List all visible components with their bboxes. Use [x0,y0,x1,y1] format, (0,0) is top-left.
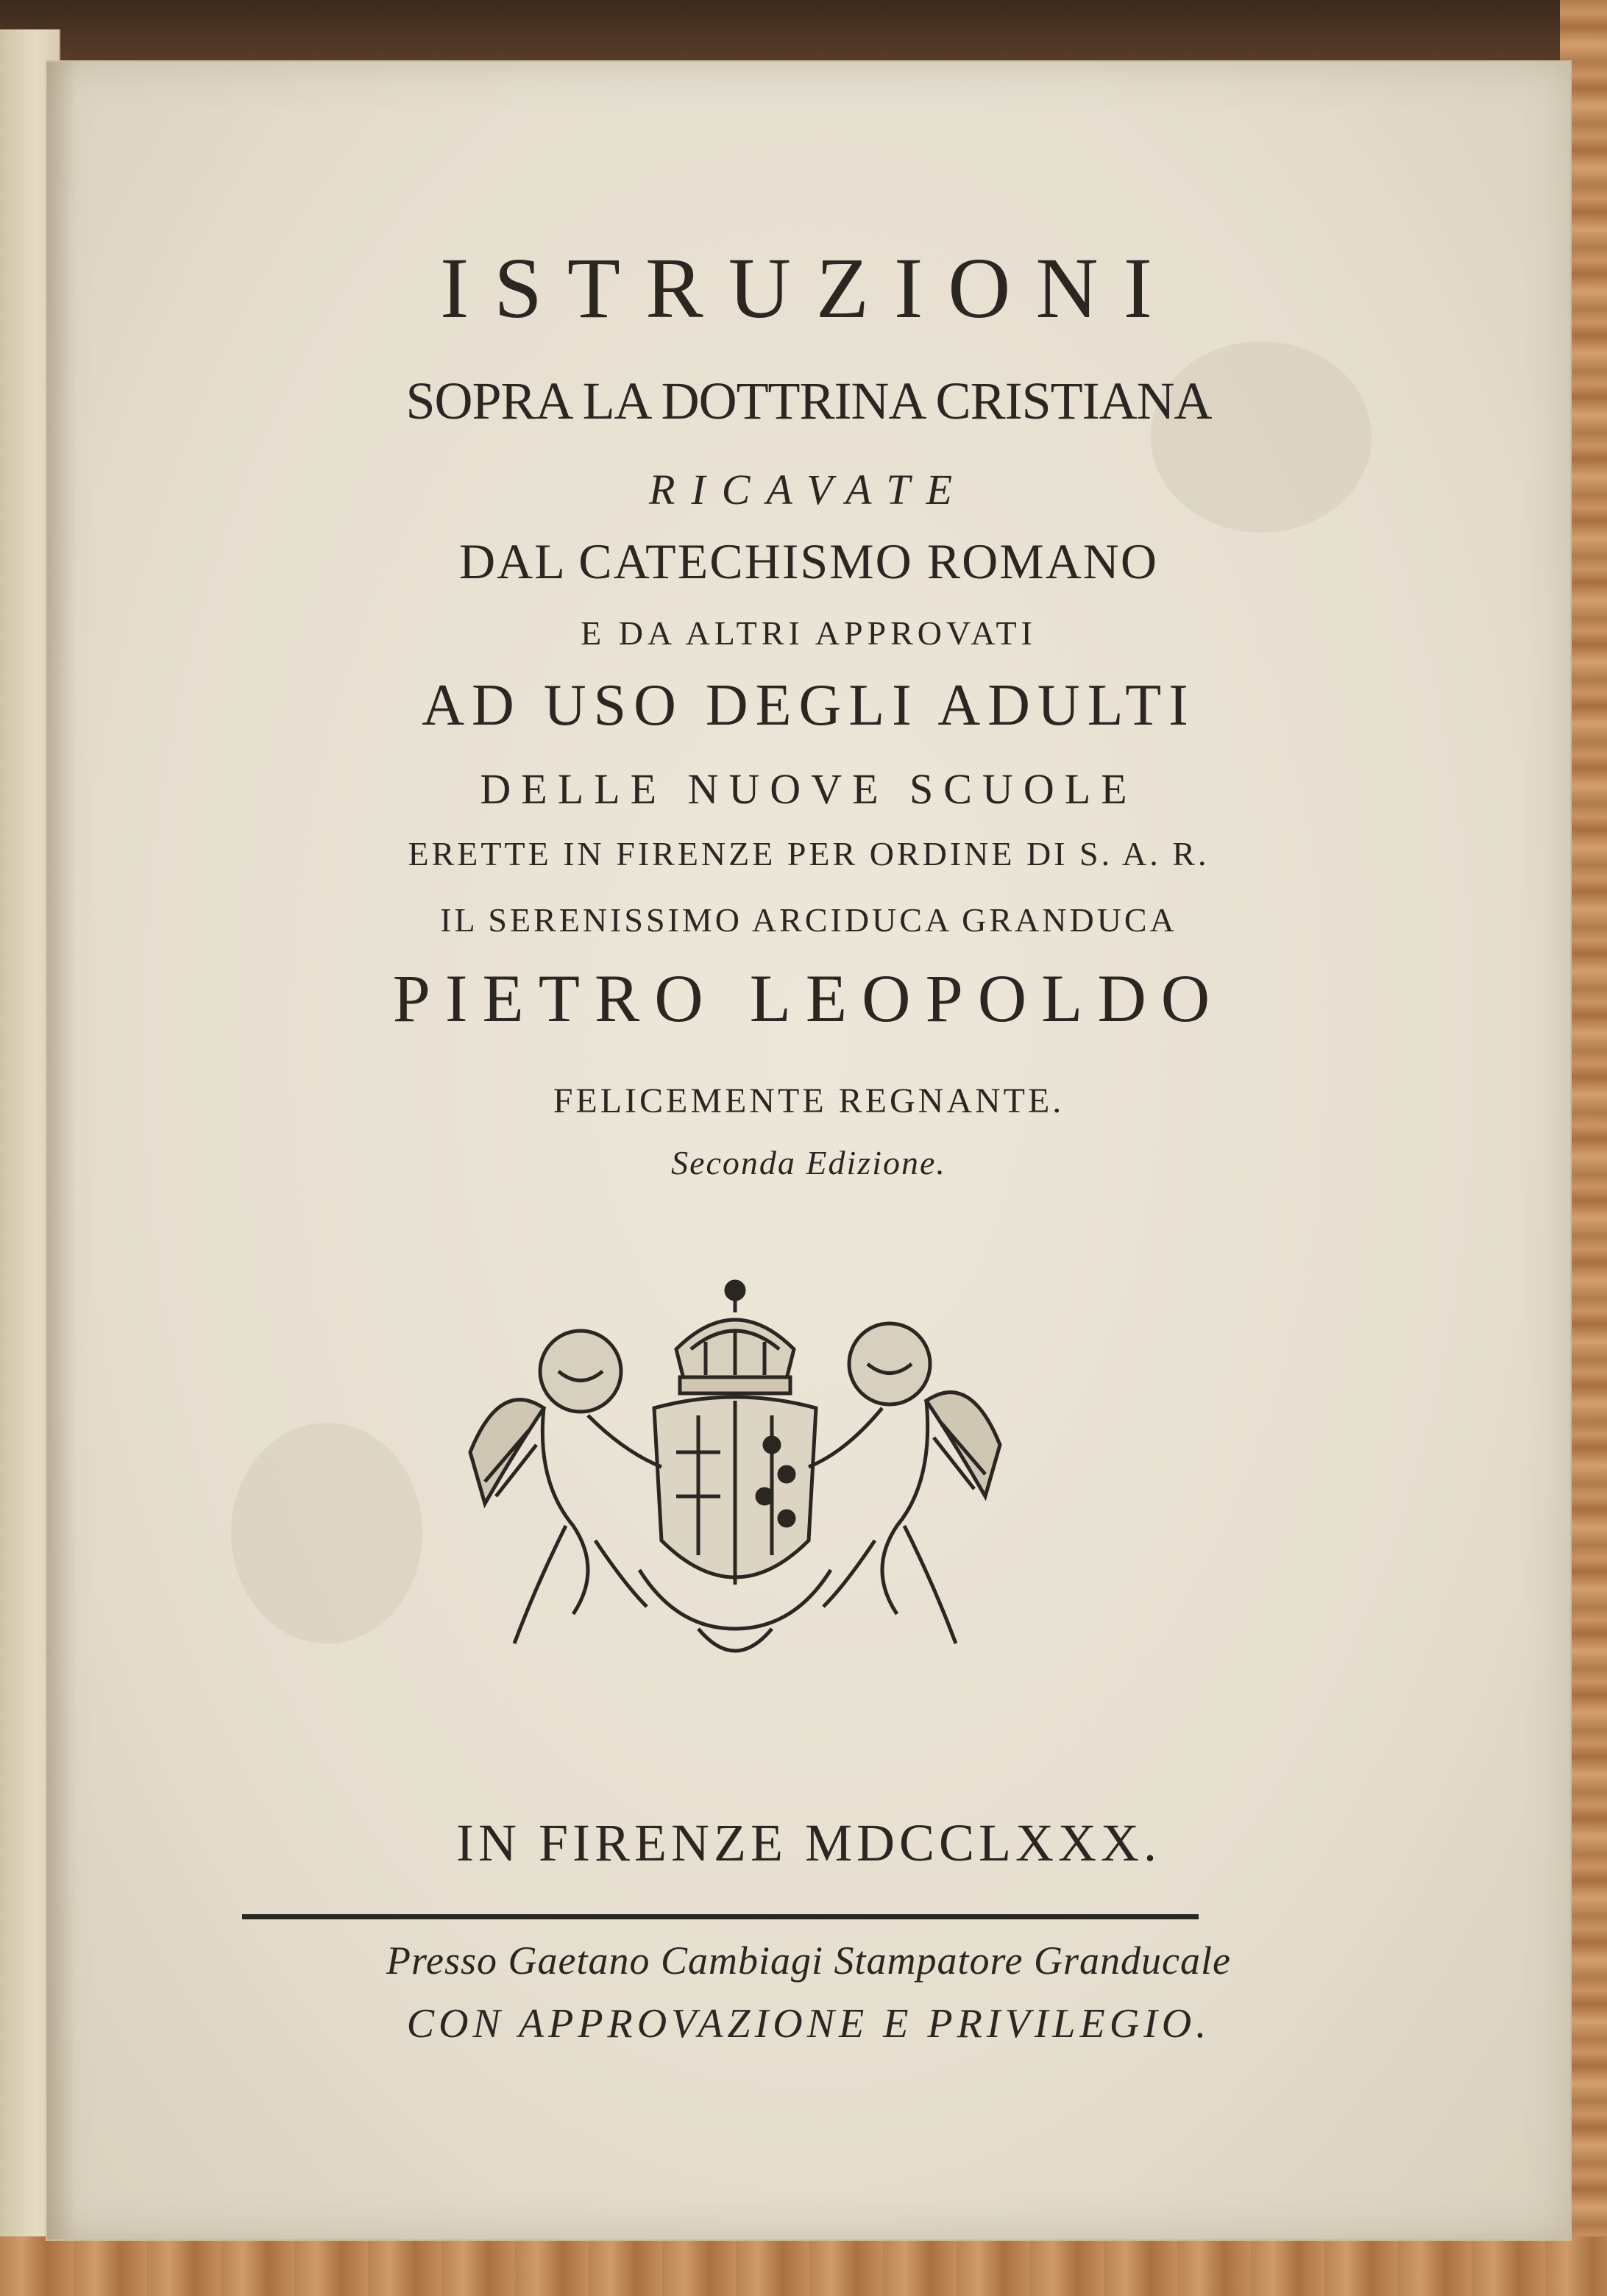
erected-line: ERETTE IN FIRENZE PER ORDINE DI S. A. R. [408,835,1210,872]
book-cover-edge [0,0,1607,66]
edition-line: Seconda Edizione. [671,1144,946,1181]
imprint-place-date: IN FIRENZE MDCCLXXX. [456,1813,1161,1872]
reigning-line: FELICEMENTE REGNANTE. [553,1081,1065,1120]
ricavate-line: RICAVATE [648,466,969,513]
approved-line: E DA ALTRI APPROVATI [581,614,1037,652]
wood-surface-bottom [0,2236,1607,2296]
purpose-line: AD USO DEGLI ADULTI [422,673,1196,738]
title-page [46,60,1572,2241]
coat-of-arms-with-putti-icon [455,1261,1015,1688]
book-subtitle: SOPRA LA DOTTRINA CRISTIANA [405,372,1212,430]
imprint-rule [242,1914,1199,1919]
book-title: ISTRUZIONI [439,240,1178,336]
privilege-line: CON APPROVAZIONE E PRIVILEGIO. [406,2001,1211,2047]
schools-line: DELLE NUOVE SCUOLE [480,765,1138,813]
paper-stain [231,1423,422,1643]
printer-line: Presso Gaetano Cambiagi Stampatore Granducale [386,1938,1231,1983]
source-line: DAL CATECHISMO ROMANO [459,533,1158,589]
ruler-title-line: IL SERENISSIMO ARCIDUCA GRANDUCA [440,901,1177,939]
ruler-name: PIETRO LEOPOLDO [392,961,1225,1036]
